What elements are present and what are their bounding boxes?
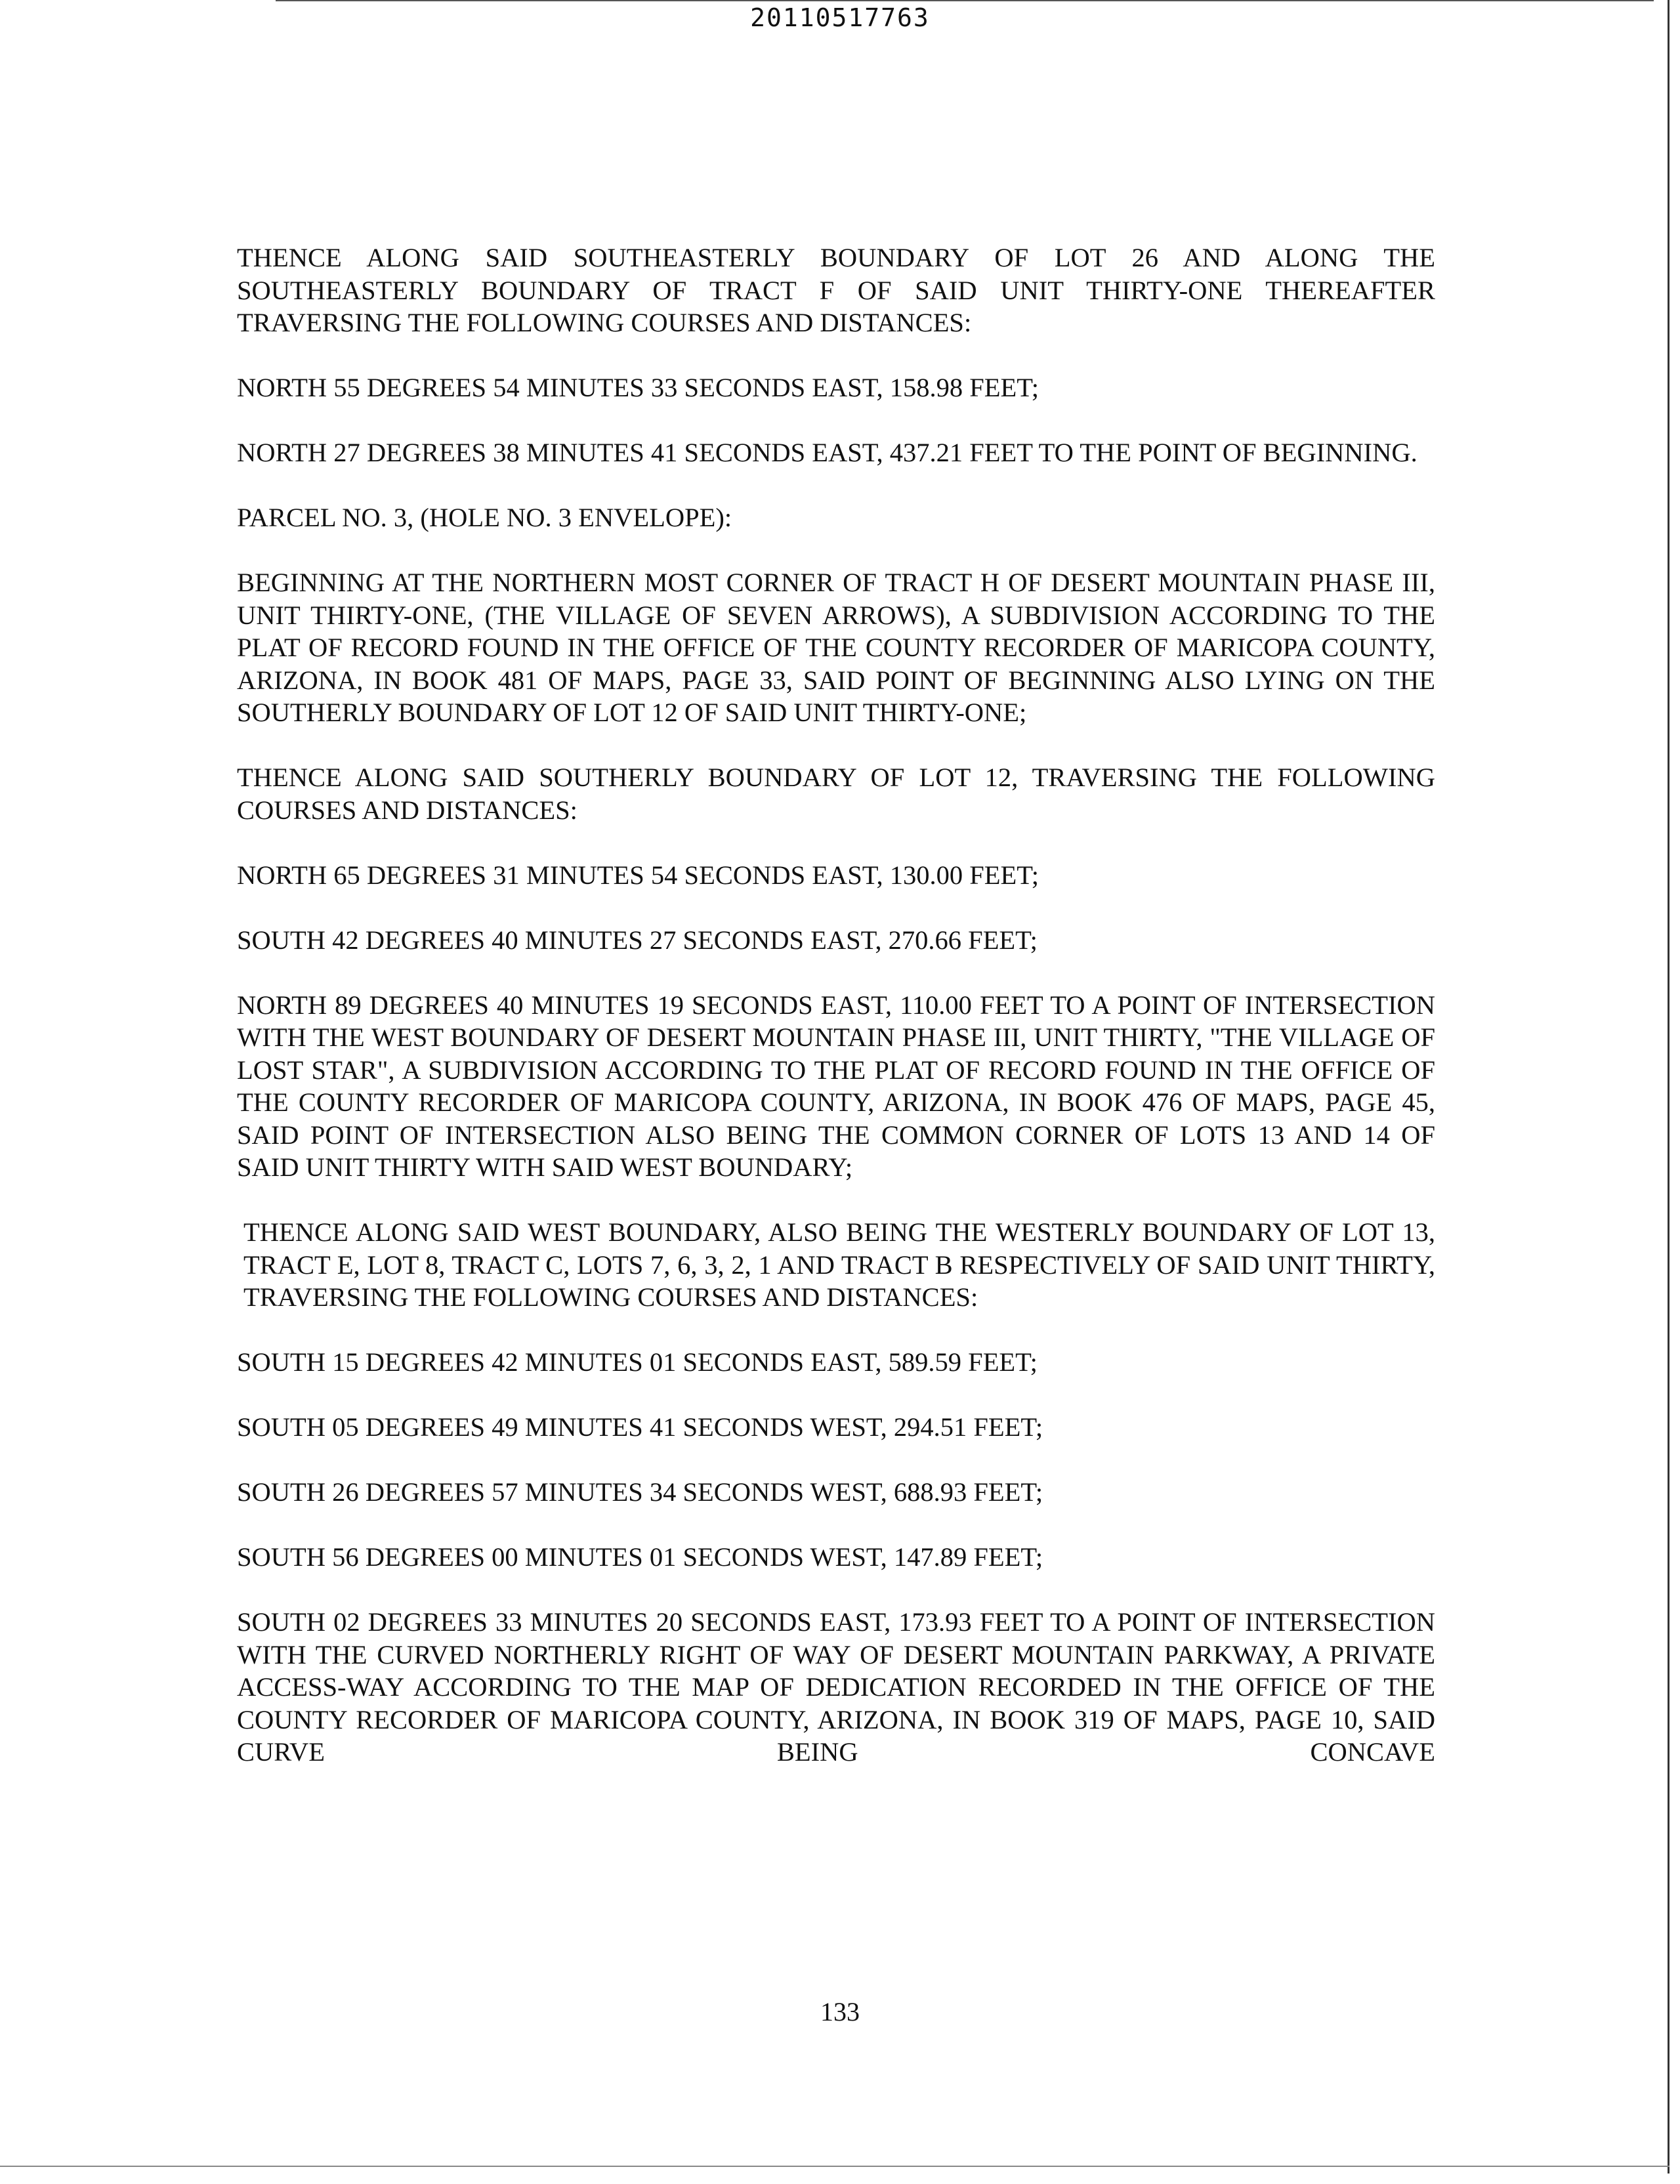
scan-edge-top: [276, 0, 1654, 1]
page-number: 133: [820, 1997, 860, 2026]
paragraph-thence-west-boundary: THENCE ALONG SAID WEST BOUNDARY, ALSO BEING THE WESTERLY BOUNDARY OF LOT 13, TRACT E, LOT 8, TRACT C, LOTS 7, 6, 3, 2, 1 AND TRACT B RESPECTIVELY OF SAID UNIT THIRTY, TRAVERSING THE FOLLOWING COURSES AND DISTANCES:: [243, 1217, 1435, 1312]
paragraph-thence-lot-26: THENCE ALONG SAID SOUTHEASTERLY BOUNDARY OF LOT 26 AND ALONG THE SOUTHEASTERLY BOUNDARY OF TRACT F OF SAID UNIT THIRTY-ONE THEREAFTER TRAVERSING THE FOLLOWING COURSES AND DISTANCES:: [237, 243, 1435, 337]
course-south-05: SOUTH 05 DEGREES 49 MINUTES 41 SECONDS WEST, 294.51 FEET;: [237, 1412, 1043, 1442]
document-number: 20110517763: [750, 3, 930, 32]
course-south-42: SOUTH 42 DEGREES 40 MINUTES 27 SECONDS EAST, 270.66 FEET;: [237, 925, 1038, 955]
scan-edge-right: [1668, 0, 1670, 2174]
course-south-26: SOUTH 26 DEGREES 57 MINUTES 34 SECONDS WEST, 688.93 FEET;: [237, 1477, 1043, 1507]
course-north-65: NORTH 65 DEGREES 31 MINUTES 54 SECONDS EAST, 130.00 FEET;: [237, 860, 1039, 890]
scan-edge-bottom: [0, 2166, 1670, 2167]
paragraph-thence-lot-12: THENCE ALONG SAID SOUTHERLY BOUNDARY OF LOT 12, TRAVERSING THE FOLLOWING COURSES AND DISTANCES:: [237, 763, 1435, 825]
paragraph-beginning-tract-h: BEGINNING AT THE NORTHERN MOST CORNER OF TRACT H OF DESERT MOUNTAIN PHASE III, UNIT THIRTY-ONE, (THE VILLAGE OF SEVEN ARROWS), A SUBDIVISION ACCORDING TO THE PLAT OF RECORD FOUND IN THE OFFICE OF THE COUNTY RECORDER OF MARICOPA COUNTY, ARIZONA, IN BOOK 481 OF MAPS, PAGE 33, SAID POINT OF BEGINNING ALSO LYING ON THE SOUTHERLY BOUNDARY OF LOT 12 OF SAID UNIT THIRTY-ONE;: [237, 568, 1435, 727]
course-south-02: SOUTH 02 DEGREES 33 MINUTES 20 SECONDS EAST, 173.93 FEET TO A POINT OF INTERSECTION WITH THE CURVED NORTHERLY RIGHT OF WAY OF DESERT MOUNTAIN PARKWAY, A PRIVATE ACCESS-WAY ACCORDING TO THE MAP OF DEDICATION RECORDED IN THE OFFICE OF THE COUNTY RECORDER OF MARICOPA COUNTY, ARIZONA, IN BOOK 319 OF MAPS, PAGE 10, SAID CURVE BEING CONCAVE: [237, 1607, 1435, 1767]
course-south-15: SOUTH 15 DEGREES 42 MINUTES 01 SECONDS EAST, 589.59 FEET;: [237, 1347, 1038, 1377]
course-north-89: NORTH 89 DEGREES 40 MINUTES 19 SECONDS EAST, 110.00 FEET TO A POINT OF INTERSECTION WITH THE WEST BOUNDARY OF DESERT MOUNTAIN PHASE III, UNIT THIRTY, "THE VILLAGE OF LOST STAR", A SUBDIVISION ACCORDING TO THE PLAT OF RECORD FOUND IN THE OFFICE OF THE COUNTY RECORDER OF MARICOPA COUNTY, ARIZONA, IN BOOK 476 OF MAPS, PAGE 45, SAID POINT OF INTERSECTION ALSO BEING THE COMMON CORNER OF LOTS 13 AND 14 OF SAID UNIT THIRTY WITH SAID WEST BOUNDARY;: [237, 990, 1435, 1182]
legal-description-body: [237, 242, 1435, 1801]
course-north-27: NORTH 27 DEGREES 38 MINUTES 41 SECONDS EAST, 437.21 FEET TO THE POINT OF BEGINNING.: [237, 438, 1418, 467]
parcel-heading: PARCEL NO. 3, (HOLE NO. 3 ENVELOPE):: [237, 503, 732, 532]
course-south-56: SOUTH 56 DEGREES 00 MINUTES 01 SECONDS WEST, 147.89 FEET;: [237, 1542, 1043, 1572]
course-north-55: NORTH 55 DEGREES 54 MINUTES 33 SECONDS EAST, 158.98 FEET;: [237, 373, 1039, 402]
